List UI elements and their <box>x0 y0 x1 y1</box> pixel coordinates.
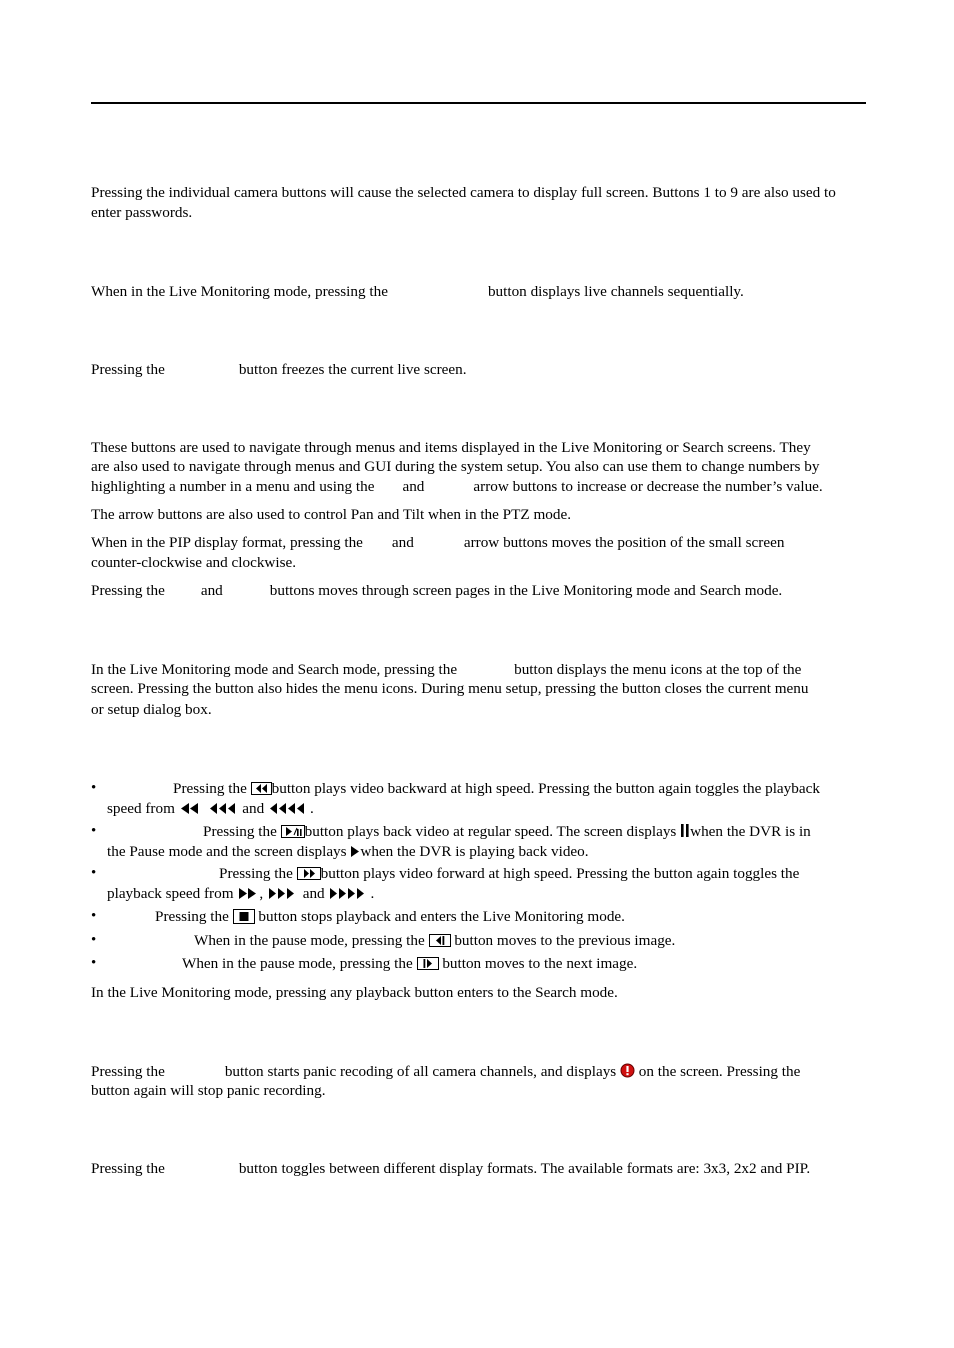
bullet-marker: • <box>91 932 97 948</box>
menu-text-line: screen. Pressing the button also hides the menu icons. During menu setup, pressing the button closes the current menu <box>91 680 809 697</box>
panic-text-line: Pressing the button starts panic recoding of all camera channels, and displays on the screen. Pressing the <box>91 1063 801 1080</box>
play-pause-item-cont: the Pause mode and the screen displays when the DVR is playing back video. <box>107 843 589 860</box>
arrows-paragraph-line: These buttons are used to navigate through menus and items displayed in the Live Monitoring or Search screens. They <box>91 439 811 456</box>
menu-text-line: or setup dialog box. <box>91 701 212 718</box>
bullet-marker: • <box>91 908 97 924</box>
page-buttons-text: Pressing the and buttons moves through screen pages in the Live Monitoring mode and Search mode. <box>91 582 783 599</box>
play-pause-item: Pressing the button plays back video at regular speed. The screen displays when the DVR is in <box>203 823 811 840</box>
arrows-paragraph-line: highlighting a number in a menu and using the and arrow buttons to increase or decrease the number’s value. <box>91 478 823 495</box>
bullet-marker: • <box>91 823 97 839</box>
previous-frame-button-icon <box>429 934 451 947</box>
panic-text-line: button again will stop panic recording. <box>91 1082 326 1099</box>
bullet-marker: • <box>91 780 97 796</box>
next-frame-item: When in the pause mode, pressing the button moves to the next image. <box>182 955 638 972</box>
display-format-text: Pressing the button toggles between different display formats. The available formats are: 3x3, 2x2 and PIP. <box>91 1160 811 1177</box>
bullet-marker: • <box>91 865 97 881</box>
pause-icon <box>680 823 690 838</box>
fast-backward-button-icon <box>251 782 272 795</box>
pip-text-line: When in the PIP display format, pressing the and arrow buttons moves the position of the small screen <box>91 534 785 551</box>
bullet-marker: • <box>91 955 97 971</box>
arrows-paragraph-line: are also used to navigate through menus and GUI during the system setup. You also can use them to change numbers by <box>91 458 820 475</box>
fast-backward-item: Pressing the button plays video backward at high speed. Pressing the button again toggles the playback <box>173 780 820 797</box>
freeze-text: Pressing the button freezes the current live screen. <box>91 361 467 378</box>
stop-button-icon <box>233 909 255 924</box>
quadruple-forward-icon <box>328 887 370 900</box>
fast-forward-button-icon <box>297 867 321 880</box>
fast-forward-item-cont: playback speed from , and . <box>107 885 375 902</box>
fast-backward-item-cont: speed from and . <box>107 800 314 817</box>
play-icon <box>350 845 360 858</box>
playback-note: In the Live Monitoring mode, pressing any playback button enters to the Search mode. <box>91 984 618 1001</box>
double-rewind-icon <box>179 802 203 815</box>
next-frame-button-icon <box>417 957 439 970</box>
double-forward-icon <box>237 887 259 900</box>
menu-text-line: In the Live Monitoring mode and Search mode, pressing the button displays the menu icons at the top of the <box>91 661 802 678</box>
triple-rewind-icon <box>207 802 239 815</box>
previous-frame-item: When in the pause mode, pressing the button moves to the previous image. <box>194 932 676 949</box>
triple-forward-icon <box>267 887 299 900</box>
sequence-text: When in the Live Monitoring mode, pressing the button displays live channels sequentially. <box>91 283 744 300</box>
ptz-text: The arrow buttons are also used to control Pan and Tilt when in the PTZ mode. <box>91 506 572 523</box>
quadruple-rewind-icon <box>268 802 310 815</box>
camera-buttons-text: Pressing the individual camera buttons will cause the selected camera to display full screen. Buttons 1 to 9 are also used to enter passwords. <box>91 184 836 221</box>
pip-text-line: counter-clockwise and clockwise. <box>91 554 297 571</box>
fast-forward-item: Pressing the button plays video forward at high speed. Pressing the button again toggles the <box>219 865 800 882</box>
play-pause-button-icon <box>281 825 305 838</box>
header-rule <box>91 102 866 104</box>
panic-alert-icon <box>620 1063 635 1078</box>
stop-item: Pressing the button stops playback and enters the Live Monitoring mode. <box>155 908 625 925</box>
